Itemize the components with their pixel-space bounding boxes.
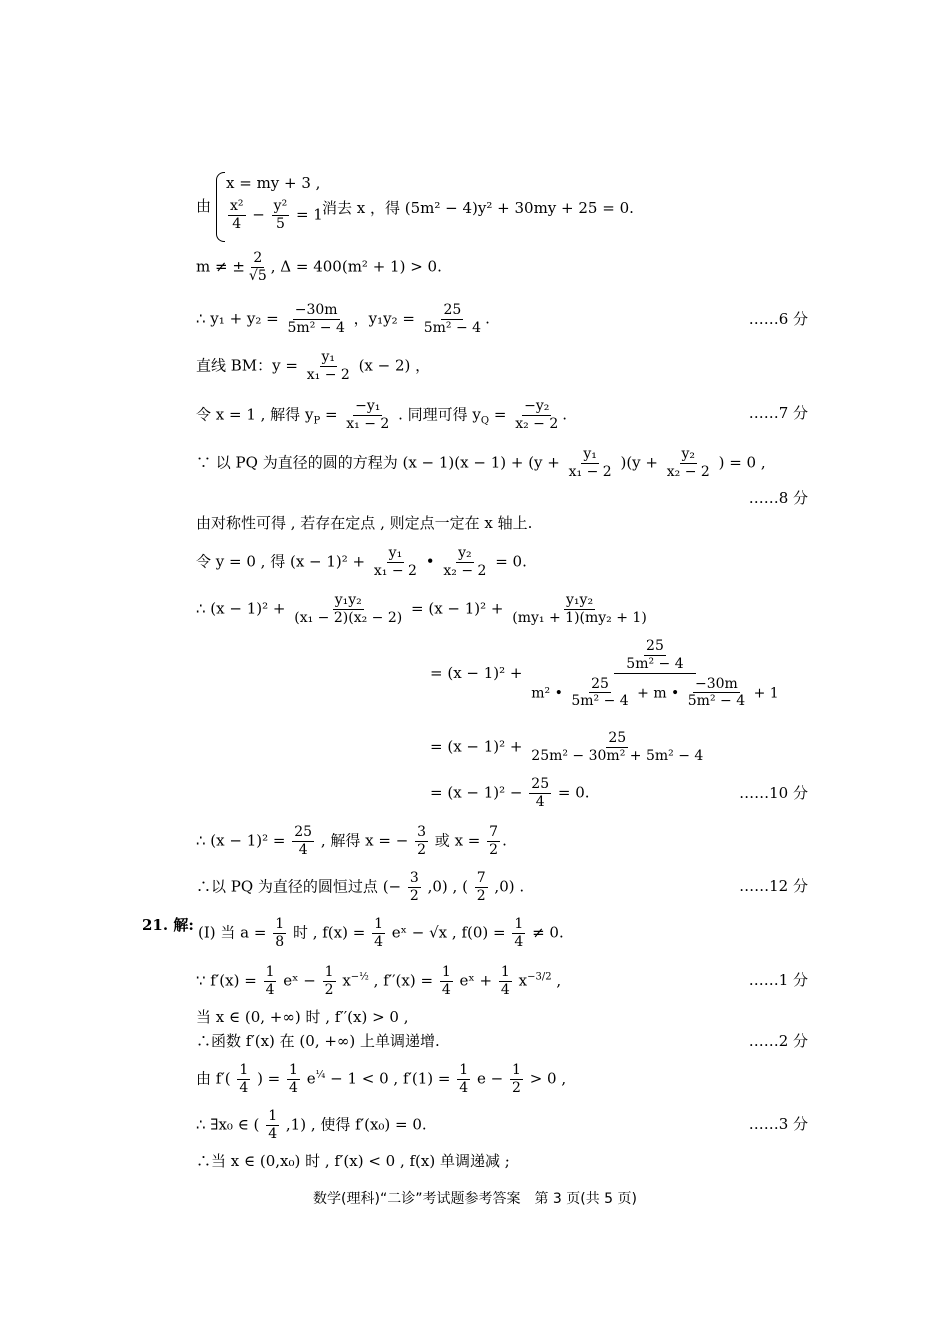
line-values: 由 f′( $\frac{1}{4}$ ) = $\frac{1}{4}$ $e^{\frac{1}{4}} - 1 < 0$ , f′(1) = $\frac{1}{4}$ e − $\frac{1}{2}$ > 0 , <box>196 1062 567 1096</box>
line-increasing: ∴函数 f′(x) 在 (0, +∞) 上单调递增. <box>196 1032 440 1050</box>
score-7: ……7 分 <box>748 404 808 422</box>
score-2: ……2 分 <box>748 1032 808 1050</box>
line-y-zero: 令 y = 0 , 得 (x − 1)² + $\frac{\text{y₁}}{\text{x₁ − 2}}$ • $\frac{\text{y₂}}{\text{x₂ − 2}}$ = 0. <box>196 545 527 579</box>
line-symmetry: 由对称性可得 , 若存在定点 , 则定点一定在 x 轴上. <box>196 514 533 532</box>
score-8: ……8 分 <box>748 489 808 507</box>
line-exists-x0: ∴ ∃x₀ ∈ ( $\frac{1}{4}$ ,1) , 使得 f′(x₀) = 0. <box>196 1108 427 1142</box>
line-derivation-2: = (x − 1)² + $\frac{25}{\text{5m² − 4}}$ m² • $\frac{25}{\text{5m² − 4}}$ + m • $\frac{-30m}{\text{5m² − 4}}$ + 1 <box>430 638 779 710</box>
score-12: ……12 分 <box>739 877 808 895</box>
q21-part1: (Ⅰ) 当 a = $\frac{1}{8}$ 时 , f(x) = $\frac{1}{4}$ eˣ − √x , f(0) = $\frac{1}{4}$ ≠ 0. <box>198 916 564 950</box>
line-circle-equation: ∵ 以 PQ 为直径的圆的方程为 (x − 1)(x − 1) + (y + $\frac{\text{y₁}}{\text{x₁ − 2}}$ )(y + $\frac{\text{y₂}}{\text{x₂ − 2}}$ ) = 0 , <box>196 446 766 480</box>
line-solve-x: ∴ (x − 1)² = $\frac{25}{4}$ , 解得 x = − $\frac{3}{2}$ 或 x = $\frac{7}{2}$ . <box>196 824 507 858</box>
line-fixed-points: ∴以 PQ 为直径的圆恒过点 (− $\frac{3}{2}$ ,0) , ( $\frac{7}{2}$ ,0) . <box>196 870 525 904</box>
line-derivatives: ∵ f′(x) = $\frac{1}{4}$ eˣ − $\frac{1}{2}$ $x^{-\frac{1}{2}}$ , f′′(x) = $\frac{1}{4}$ eˣ + $\frac{1}{4}$ $x^{-3/2}$ , <box>196 964 562 998</box>
q21-heading: 21. 解: <box>142 916 194 934</box>
line-derivation-4: = (x − 1)² − $\frac{25}{4}$ = 0. <box>430 776 590 810</box>
page-footer: 数学(理科)“二诊”考试题参考答案 第 3 页(共 5 页) <box>313 1191 637 1207</box>
system-eq1: x = my + 3 , <box>226 174 321 192</box>
score-3: ……3 分 <box>748 1115 808 1133</box>
score-10: ……10 分 <box>739 784 808 802</box>
system-eq2: $\frac{\text{x²}}{4}$ − $\frac{\text{y²}}{5}$ = 1 <box>230 198 323 232</box>
line-vieta: ∴ y₁ + y₂ = $\frac{-30m}{\text{5m² − 4}}$ ，y₁y₂ = $\frac{25}{\text{5m² − 4}}$ . <box>196 302 490 336</box>
score-6: ……6 分 <box>748 310 808 328</box>
line-decreasing: ∴当 x ∈ (0,x₀) 时 , f′(x) < 0 , f(x) 单调递减 ; <box>196 1152 510 1170</box>
line-derivation-3: = (x − 1)² + $\frac{25}{\text{25m² − 30m² + 5m² − 4}}$ <box>430 730 704 764</box>
you-label: 由 <box>196 197 212 215</box>
line-yp-yq: 令 x = 1 , 解得 $y_P$ = $\frac{\text{−y₁}}{\text{x₁ − 2}}$ . 同理可得 $y_Q$ = $\frac{\text{−y₂}}{\text{x₂ − 2}}$ . <box>196 398 568 432</box>
system-brace <box>216 172 225 242</box>
score-1: ……1 分 <box>748 971 808 989</box>
line-derivation-1: ∴ (x − 1)² + $\frac{\text{y₁y₂}}{\text{(x₁ − 2)(x₂ − 2)}}$ = (x − 1)² + $\frac{\text{y₁y₂}}{\text{(my₁ + 1)(my₂ + 1)}}$ <box>196 592 647 626</box>
line-bm: 直线 BM：y = $\frac{\text{y₁}}{\text{x₁ − 2}}$ (x − 2) ， <box>196 349 431 383</box>
eliminate-text: 消去 x ，得 (5m² − 4)y² + 30my + 25 = 0. <box>322 199 634 217</box>
line-m-condition: m ≠ ± $\frac{2}{√5}$ , Δ = 400(m² + 1) > 0. <box>196 250 442 284</box>
line-fpp-positive: 当 x ∈ (0, +∞) 时 , f′′(x) > 0 , <box>196 1008 409 1026</box>
